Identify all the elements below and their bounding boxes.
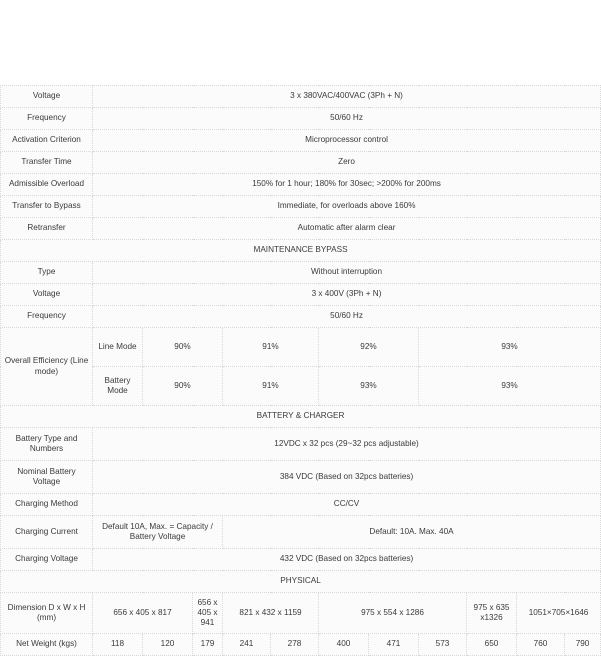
row-value: 50/60 Hz	[93, 108, 601, 130]
row-value: 150% for 1 hour; 180% for 30sec; >200% for 200ms	[93, 174, 601, 196]
charging-current-row	[1, 516, 601, 549]
efficiency-value: 91%	[223, 367, 319, 406]
net-weight-value: 471	[369, 634, 419, 656]
efficiency-label: Overall Efficiency (Line mode)	[1, 328, 93, 406]
efficiency-value: 90%	[143, 367, 223, 406]
dimension-row	[1, 593, 601, 634]
specification-table	[0, 85, 601, 656]
net-weight-value: 790	[565, 634, 601, 656]
row-label: Charging Method	[1, 494, 93, 516]
net-weight-value: 120	[143, 634, 193, 656]
net-weight-value: 573	[419, 634, 467, 656]
row-label: Voltage	[1, 86, 93, 108]
charging-current-right-value: Default: 10A. Max. 40A	[223, 516, 601, 549]
efficiency-line-mode-row	[1, 328, 601, 367]
dimension-value: 975 x 554 x 1286	[319, 593, 467, 634]
row-value: 384 VDC (Based on 32pcs batteries)	[93, 461, 601, 494]
row-value: Without interruption	[93, 262, 601, 284]
section-header-row	[1, 240, 601, 262]
dimension-value: 656 x 405 x 941	[193, 593, 223, 634]
efficiency-line-mode-label: Line Mode	[93, 328, 143, 367]
net-weight-value: 241	[223, 634, 271, 656]
row-value: Immediate, for overloads above 160%	[93, 196, 601, 218]
table-row	[1, 306, 601, 328]
table-row	[1, 262, 601, 284]
net-weight-value: 118	[93, 634, 143, 656]
net-weight-value: 650	[467, 634, 517, 656]
section-header-battery-charger: BATTERY & CHARGER	[1, 406, 601, 428]
net-weight-value: 278	[271, 634, 319, 656]
table-row	[1, 108, 601, 130]
row-label: Frequency	[1, 306, 93, 328]
row-label: Frequency	[1, 108, 93, 130]
table-row	[1, 428, 601, 461]
dimension-value: 656 x 405 x 817	[93, 593, 193, 634]
row-value: 50/60 Hz	[93, 306, 601, 328]
efficiency-battery-mode-label: Battery Mode	[93, 367, 143, 406]
efficiency-value: 90%	[143, 328, 223, 367]
table-row	[1, 284, 601, 306]
section-header-row	[1, 571, 601, 593]
table-row	[1, 494, 601, 516]
row-value: 12VDC x 32 pcs (29~32 pcs adjustable)	[93, 428, 601, 461]
table-row	[1, 130, 601, 152]
row-value: Microprocessor control	[93, 130, 601, 152]
efficiency-value: 93%	[419, 328, 601, 367]
section-header-row	[1, 406, 601, 428]
row-value: CC/CV	[93, 494, 601, 516]
table-row	[1, 196, 601, 218]
table-row	[1, 549, 601, 571]
row-label: Charging Voltage	[1, 549, 93, 571]
row-value: 3 x 400V (3Ph + N)	[93, 284, 601, 306]
row-value: 3 x 380VAC/400VAC (3Ph + N)	[93, 86, 601, 108]
efficiency-value: 91%	[223, 328, 319, 367]
dimension-label: Dimension D x W x H (mm)	[1, 593, 93, 634]
section-header-maintenance-bypass: MAINTENANCE BYPASS	[1, 240, 601, 262]
charging-current-left-value: Default 10A, Max. = Capacity / Battery Voltage	[93, 516, 223, 549]
table-row	[1, 218, 601, 240]
dimension-value: 821 x 432 x 1159	[223, 593, 319, 634]
net-weight-value: 179	[193, 634, 223, 656]
row-label: Transfer to Bypass	[1, 196, 93, 218]
table-row	[1, 86, 601, 108]
efficiency-value: 93%	[319, 367, 419, 406]
row-label: Type	[1, 262, 93, 284]
row-label: Battery Type and Numbers	[1, 428, 93, 461]
efficiency-value: 92%	[319, 328, 419, 367]
row-label: Retransfer	[1, 218, 93, 240]
row-value: Automatic after alarm clear	[93, 218, 601, 240]
table-row	[1, 152, 601, 174]
row-label: Charging Current	[1, 516, 93, 549]
net-weight-value: 760	[517, 634, 565, 656]
net-weight-row	[1, 634, 601, 656]
row-label: Admissible Overload	[1, 174, 93, 196]
dimension-value: 975 x 635 x1326	[467, 593, 517, 634]
efficiency-value: 93%	[419, 367, 601, 406]
row-label: Activation Criterion	[1, 130, 93, 152]
net-weight-value: 400	[319, 634, 369, 656]
row-label: Nominal Battery Voltage	[1, 461, 93, 494]
row-label: Voltage	[1, 284, 93, 306]
row-value: 432 VDC (Based on 32pcs batteries)	[93, 549, 601, 571]
row-label: Transfer Time	[1, 152, 93, 174]
row-value: Zero	[93, 152, 601, 174]
table-row	[1, 461, 601, 494]
table-row	[1, 174, 601, 196]
net-weight-label: Net Weight (kgs)	[1, 634, 93, 656]
section-header-physical: PHYSICAL	[1, 571, 601, 593]
dimension-value: 1051×705×1646	[517, 593, 601, 634]
